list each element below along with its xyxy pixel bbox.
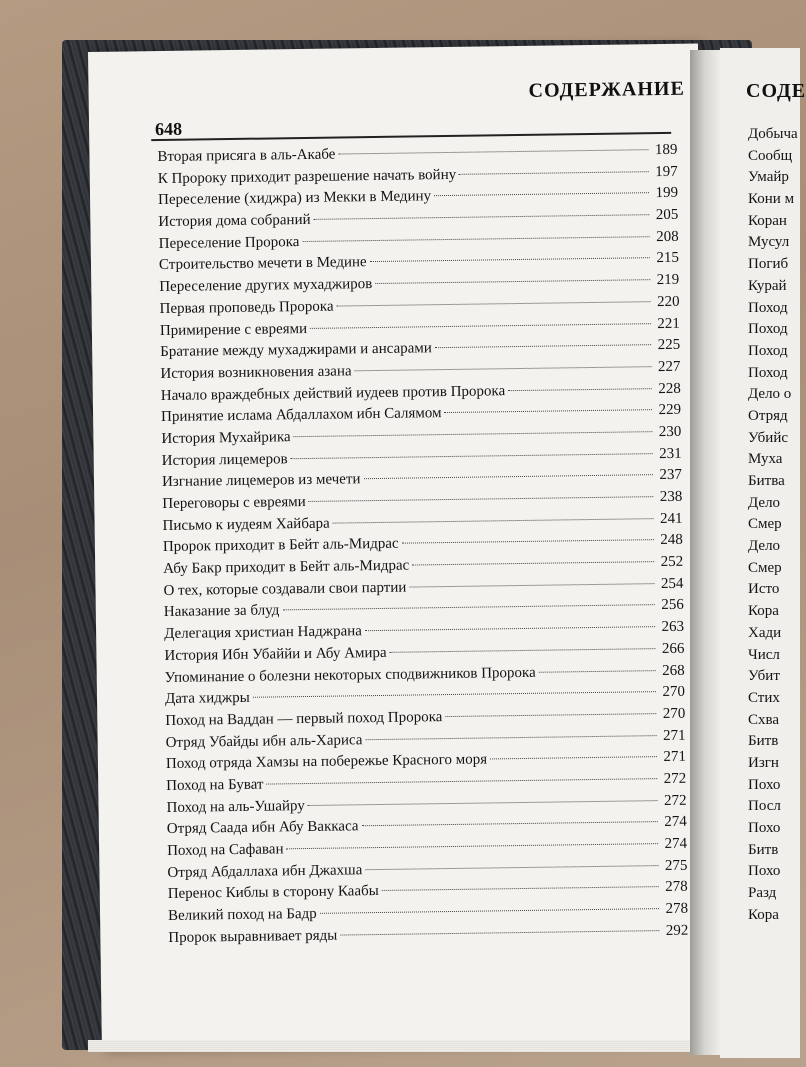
toc-entry-page: 271 xyxy=(662,727,686,744)
toc-entry-page: 263 xyxy=(661,618,685,636)
right-page-entry: Числ xyxy=(748,646,780,663)
toc-leader-dots xyxy=(539,670,656,673)
toc-entry-page: 272 xyxy=(663,770,687,787)
right-page-entry: Битв xyxy=(748,733,779,750)
toc-entry-page: 254 xyxy=(660,575,684,592)
toc-entry-title: Поход на Ваддан — первый поход Пророка xyxy=(165,708,443,729)
right-page-entry: Похо xyxy=(748,820,781,836)
toc-leader-dots xyxy=(365,735,656,740)
toc-entry-page: 278 xyxy=(665,900,689,918)
toc-entry-page: 221 xyxy=(657,315,680,332)
toc-entry-page: 268 xyxy=(662,662,685,679)
toc-entry-title: История Ибн Убаййи и Абу Амира xyxy=(164,644,387,664)
toc-entry-page: 229 xyxy=(658,402,682,419)
toc-entry-title: Переселение других мухаджиров xyxy=(159,276,373,296)
toc-leader-dots xyxy=(340,930,659,935)
toc-leader-dots xyxy=(382,886,659,891)
toc-entry-title: История лицемеров xyxy=(161,450,288,469)
header-rule xyxy=(151,132,671,141)
toc-entry-title: Переговоры с евреями xyxy=(162,494,306,513)
page-number: 648 xyxy=(154,118,183,140)
toc-entry-title: Строительство мечети в Медине xyxy=(158,254,367,274)
toc-leader-dots xyxy=(370,258,650,263)
toc-entry-title: Поход на Буват xyxy=(166,776,264,794)
toc-entry-title: Начало враждебных действий иудеев против Пророка xyxy=(160,382,506,404)
toc-entry-title: К Пророку приходит разрешение начать войну xyxy=(157,166,457,187)
toc-entry-page: 274 xyxy=(664,835,688,853)
toc-entry-title: Пророк выравнивает ряды xyxy=(168,927,338,946)
toc-leader-dots xyxy=(253,691,656,698)
toc-leader-dots xyxy=(363,474,652,479)
toc-leader-dots xyxy=(320,908,659,914)
right-page-entry: Битва xyxy=(748,473,785,489)
toc-leader-dots xyxy=(445,713,656,717)
toc-entry-page: 238 xyxy=(659,488,683,506)
right-page-entry: Кони м xyxy=(748,191,795,208)
toc-leader-dots xyxy=(508,388,652,391)
toc-entry-page: 248 xyxy=(660,532,683,549)
right-page-entry: Смер xyxy=(748,516,782,533)
toc-leader-dots xyxy=(445,409,653,413)
right-page-entry: Похо xyxy=(748,776,781,793)
right-page-entry: Посл xyxy=(748,798,781,815)
right-page-entry: Хади xyxy=(748,624,782,641)
toc-entry-title: Братание между мухаджирами и ансарами xyxy=(160,340,432,361)
toc-entry-title: Вторая присяга в аль-Акабе xyxy=(157,146,336,166)
toc-entry-page: 271 xyxy=(663,748,687,766)
toc-entry-title: Изгнание лицемеров из мечети xyxy=(161,471,361,491)
toc-leader-dots xyxy=(287,843,659,849)
toc-leader-dots xyxy=(459,171,649,175)
toc-entry-page: 266 xyxy=(661,640,685,657)
toc-entry-title: Переселение (хиджра) из Мекки в Медину xyxy=(157,188,432,209)
toc-entry-page: 225 xyxy=(657,336,681,354)
right-page-entry: Смер xyxy=(748,559,782,576)
toc-entry-title: Переселение Пророка xyxy=(158,233,300,252)
toc-entry-title: История возникновения азана xyxy=(160,363,352,382)
toc-entry-title: Абу Бакр приходит в Бейт аль-Мидрас xyxy=(163,557,410,578)
toc-entry-page: 199 xyxy=(655,185,679,202)
right-page-entry: Муха xyxy=(748,451,783,468)
right-page-entry: Курай xyxy=(748,277,787,294)
toc-entry-page: 208 xyxy=(656,228,679,245)
right-page-entry: Убийс xyxy=(748,429,789,446)
right-page-entry: Поход xyxy=(748,364,788,381)
toc-entry-page: 270 xyxy=(662,705,686,722)
right-page-entry: Поход xyxy=(748,342,788,359)
toc-leader-dots xyxy=(434,193,649,197)
toc-leader-dots xyxy=(355,366,652,371)
toc-entry-title: Отряд Убайды ибн аль-Хариса xyxy=(165,731,363,751)
right-page-entry: Умайр xyxy=(748,169,789,186)
toc-leader-dots xyxy=(365,865,658,870)
book-gutter xyxy=(690,50,720,1055)
right-page-entry: Похо xyxy=(748,863,781,880)
toc-entry-page: 230 xyxy=(658,423,682,441)
toc-entry-page: 228 xyxy=(658,380,681,397)
toc-entry-title: Примирение с евреями xyxy=(159,320,308,339)
table-of-contents xyxy=(157,142,688,952)
toc-leader-dots xyxy=(282,605,654,611)
right-page-entry: Изгн xyxy=(748,754,779,771)
right-page-entry: Кора xyxy=(748,603,779,620)
running-header: СОДЕРЖАНИЕ xyxy=(528,77,686,102)
toc-leader-dots xyxy=(390,648,656,653)
toc-entry-page: 252 xyxy=(660,553,684,571)
right-page-entry: Отряд xyxy=(748,407,788,424)
right-page-entry: Стих xyxy=(748,689,780,706)
toc-leader-dots xyxy=(310,323,651,329)
toc-entry-title: Письмо к иудеям Хайбара xyxy=(162,515,330,534)
toc-leader-dots xyxy=(314,214,650,220)
toc-leader-dots xyxy=(409,583,654,587)
right-page-entry: Поход xyxy=(748,321,788,338)
right-page-entry: Битв xyxy=(748,841,779,858)
toc-leader-dots xyxy=(338,149,648,154)
toc-entry-title: Принятие ислама Абдаллахом ибн Салямом xyxy=(160,405,442,426)
right-page-entry: Коран xyxy=(748,212,787,229)
toc-entry-page: 256 xyxy=(661,597,684,614)
toc-entry-title: Поход на аль-Ушайру xyxy=(166,797,305,816)
right-running-header: СОДЕ xyxy=(746,80,806,102)
right-page-entry: Дело xyxy=(748,538,781,555)
page-edges xyxy=(88,1040,698,1052)
toc-entry-title: Упоминание о болезни некоторых сподвижников Пророка xyxy=(164,664,536,686)
toc-leader-dots xyxy=(362,821,658,826)
right-page-entry: Сообщ xyxy=(748,147,793,164)
toc-leader-dots xyxy=(266,778,657,784)
toc-leader-dots xyxy=(333,518,654,523)
right-page-entry: Кора xyxy=(748,906,779,923)
toc-entry-page: 272 xyxy=(663,792,687,809)
toc-leader-dots xyxy=(309,496,654,502)
toc-entry-page: 292 xyxy=(665,922,689,939)
toc-entry-page: 220 xyxy=(656,293,680,310)
right-page-entry: Дело о xyxy=(748,386,792,403)
toc-leader-dots xyxy=(402,540,654,545)
right-page-entry: Погиб xyxy=(748,256,789,273)
toc-entry-page: 227 xyxy=(657,358,681,375)
toc-leader-dots xyxy=(308,800,658,806)
right-page-entry: Исто xyxy=(748,581,780,598)
toc-entry-page: 219 xyxy=(656,271,680,289)
toc-entry-title: Отряд Абдаллаха ибн Джахша xyxy=(167,861,363,881)
toc-entry-title: Пророк приходит в Бейт аль-Мидрас xyxy=(162,536,399,556)
toc-leader-dots xyxy=(337,301,651,306)
right-page-entry: Дело xyxy=(748,494,781,511)
toc-entry-title: История дома собраний xyxy=(158,211,311,231)
toc-entry-title: Дата хиджры xyxy=(164,689,250,708)
toc-entry-page: 270 xyxy=(662,683,686,701)
toc-entry-title: Наказание за блуд xyxy=(163,602,280,621)
toc-entry-title: История Мухайрика xyxy=(161,429,291,447)
toc-entry-page: 189 xyxy=(654,141,678,159)
right-page-entry: Мусул xyxy=(748,234,790,251)
toc-entry-title: Поход на Сафаван xyxy=(167,841,284,859)
toc-entry-page: 237 xyxy=(659,467,683,484)
toc-leader-dots xyxy=(365,626,655,631)
toc-entry-title: О тех, которые создавали свои партии xyxy=(163,579,407,599)
toc-entry-title: Делегация христиан Наджрана xyxy=(164,623,362,643)
toc-entry-title: Поход отряда Хамзы на побережье Красного моря xyxy=(165,751,488,773)
toc-entry-page: 274 xyxy=(664,814,687,831)
right-page-entry: Схва xyxy=(748,711,780,728)
toc-leader-dots xyxy=(302,236,649,242)
toc-leader-dots xyxy=(435,344,651,348)
toc-entry-page: 278 xyxy=(665,879,688,896)
toc-entry-page: 197 xyxy=(655,163,678,180)
toc-entry-title: Отряд Саада ибн Абу Ваккаса xyxy=(166,818,359,838)
right-page-entry: Добыча xyxy=(748,126,798,142)
right-page-entries xyxy=(748,126,798,928)
right-page xyxy=(720,48,806,1058)
toc-leader-dots xyxy=(294,431,653,437)
toc-leader-dots xyxy=(291,453,653,459)
right-page-entry: Убит xyxy=(748,668,780,685)
toc-entry-page: 205 xyxy=(655,206,679,224)
toc-entry-page: 275 xyxy=(664,857,688,874)
left-page xyxy=(88,43,712,1051)
right-page-entry: Разд xyxy=(748,885,777,902)
toc-entry-page: 231 xyxy=(659,445,682,462)
toc-entry-title: Первая проповедь Пророка xyxy=(159,298,334,317)
toc-leader-dots xyxy=(490,756,657,759)
toc-entry-title: Великий поход на Бадр xyxy=(167,905,317,925)
toc-entry-page: 215 xyxy=(656,250,680,267)
right-page-entry: Поход xyxy=(748,299,788,316)
toc-leader-dots xyxy=(375,279,650,284)
toc-entry-title: Перенос Киблы в сторону Каабы xyxy=(167,883,379,903)
toc-entry-page: 241 xyxy=(659,510,683,527)
toc-leader-dots xyxy=(412,561,654,565)
